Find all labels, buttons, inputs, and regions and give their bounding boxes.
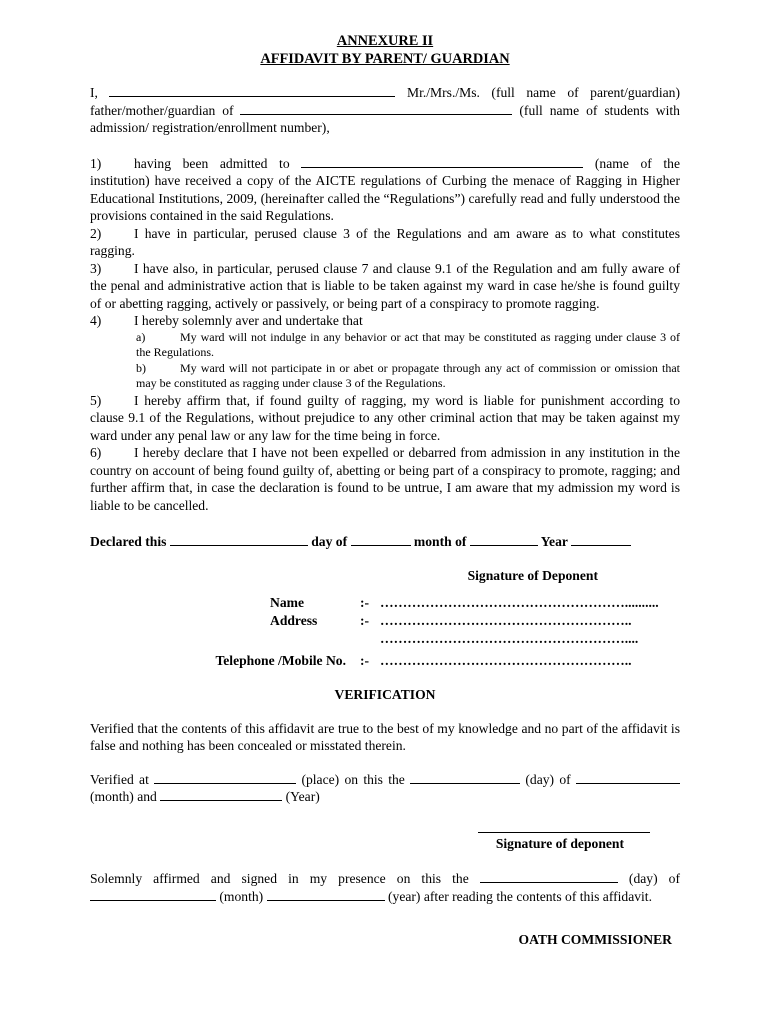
clause-number: 6) — [90, 445, 102, 460]
phone-label: Telephone /Mobile No. — [215, 653, 346, 668]
verified-year-label: (Year) — [285, 789, 320, 804]
declared-month-blank[interactable] — [351, 533, 411, 546]
verified-day-blank[interactable] — [410, 771, 520, 784]
clause-text: I hereby solemnly aver and undertake that — [134, 313, 363, 328]
signature-of-deponent-label: Signature of Deponent — [467, 567, 598, 583]
declared-year-label: Year — [540, 534, 568, 549]
verified-month-blank[interactable] — [576, 771, 680, 784]
clause-text: I have also, in particular, perused clause 7 and clause 9.1 of the Regulation and am fully aware of the penal and administrative action that is liable to be taken against my ward in case he/she is found guilty of or abetting ragging, actively or passively, or being part of a conspiracy to promote ragging. — [90, 260, 680, 311]
solemn-affirmation — [90, 870, 680, 905]
subclause-text: My ward will not indulge in any behavior or act that may be constituted as ragging under clause 3 of the Regulations. — [136, 329, 680, 359]
verification-heading: VERIFICATION — [334, 687, 436, 702]
subclause-number: b) — [136, 360, 146, 375]
address-label: Address — [270, 613, 318, 628]
clause-5 — [90, 392, 680, 445]
subclause-number: a) — [136, 329, 146, 344]
declared-day-label: day of — [311, 534, 348, 549]
affidavit-title: AFFIDAVIT BY PARENT/ GUARDIAN — [260, 51, 510, 67]
intro-after-name: Mr./Mrs./Ms. (full name of parent/guardian) father/mother/guardian of — [90, 85, 680, 118]
name-label: Name — [270, 595, 304, 610]
clause-1-post: (name of the institution) have received a copy of the AICTE regulations of Curbing the menace of Ragging in Higher Educational Institutions, 2009, (hereinafter called the “Regulations”) carefully read and fully understood the provisions contained in the said Regulations. — [90, 155, 681, 223]
name-field[interactable]: ……………………………………………….......... — [380, 595, 659, 610]
intro-prefix: I, — [90, 85, 98, 100]
address-field-line-2[interactable]: ……………………………………………….... — [380, 631, 639, 646]
clause-number: 1) — [90, 155, 102, 171]
solemn-year-after: (year) after reading the contents of this affidavit. — [388, 888, 652, 904]
declaration-line — [90, 533, 680, 551]
name-row — [90, 594, 680, 612]
clause-number: 4) — [90, 313, 102, 328]
intro-after-student: (full name of students with admission/ registration/enrollment number), — [90, 102, 680, 135]
declared-day-blank[interactable] — [170, 533, 308, 546]
clause-6 — [90, 444, 680, 514]
verified-place-label: (place) on this the — [301, 771, 405, 787]
deponent-signature-line[interactable] — [478, 820, 650, 833]
subclause-b — [90, 361, 680, 392]
address-field-line-1[interactable]: ……………………………………………….. — [380, 613, 632, 628]
clause-text: I have in particular, perused clause 3 of the Regulations and am aware as to what constitutes ragging. — [90, 225, 680, 258]
solemn-year-blank[interactable] — [267, 888, 385, 901]
empty-label — [90, 630, 360, 648]
deponent-details — [90, 594, 680, 670]
declared-year-value-blank[interactable] — [571, 533, 631, 546]
intro-paragraph — [90, 84, 680, 137]
parent-name-blank[interactable] — [109, 84, 395, 97]
clause-1-pre: having been admitted to — [134, 155, 290, 171]
solemn-month-label: (month) — [219, 888, 264, 904]
separator: :- — [360, 595, 370, 610]
subclause-a — [90, 330, 680, 361]
subclause-text: My ward will not participate in or abet or propagate through any act of commission or omission that may be constituted as ragging under clause 3 of the Regulations. — [136, 360, 680, 390]
phone-row — [90, 652, 680, 670]
clauses-list — [90, 155, 680, 515]
clause-2 — [90, 225, 680, 260]
solemn-prefix: Solemnly affirmed and signed in my presence on this the — [90, 871, 469, 886]
verified-place-blank[interactable] — [154, 771, 296, 784]
verified-at-line — [90, 771, 680, 806]
affidavit-page — [90, 32, 680, 949]
clause-4 — [90, 312, 680, 330]
address-row-2 — [90, 630, 680, 648]
verified-at-label: Verified at — [90, 771, 149, 787]
address-row — [90, 612, 680, 630]
verification-statement: Verified that the contents of this affidavit are true to the best of my knowledge and no part of the affidavit is false and nothing has been concealed or misstated therein. — [90, 720, 680, 753]
separator: :- — [360, 613, 370, 628]
verified-month-label: (month) and — [90, 789, 157, 804]
clause-1 — [90, 155, 680, 225]
verified-day-label: (day) of — [525, 771, 571, 787]
solemn-day-label: (day) of — [628, 871, 680, 886]
clause-text: I hereby declare that I have not been expelled or debarred from admission in any institution in the country on account of being found guilty of, abetting or being part of a conspiracy to promote, ragging; and further affirm that, in case the declaration is found to be untrue, I am aware that my admission my word is liable to be cancelled. — [90, 445, 680, 513]
solemn-day-blank[interactable] — [480, 870, 618, 883]
institution-name-blank[interactable] — [301, 155, 583, 168]
solemn-month-blank[interactable] — [90, 888, 216, 901]
declared-prefix: Declared this — [90, 534, 167, 549]
phone-field[interactable]: ……………………………………………….. — [380, 653, 632, 668]
separator-blank — [360, 630, 380, 648]
annexure-heading: ANNEXURE II — [336, 33, 434, 49]
clause-text: I hereby affirm that, if found guilty of ragging, my word is liable for punishment according to clause 9.1 of the Regulations, without prejudice to any other criminal action that may be taken against my ward under any penal law or any law for the time being in force. — [90, 392, 680, 443]
clause-3 — [90, 260, 680, 313]
signature-of-deponent-verification: Signature of deponent — [495, 835, 624, 851]
clause-number: 2) — [90, 225, 102, 241]
declared-month-label: month of — [413, 534, 467, 549]
verified-year-blank[interactable] — [160, 788, 282, 801]
student-name-blank[interactable] — [240, 102, 512, 115]
clause-number: 5) — [90, 392, 102, 408]
declared-year-blank[interactable] — [470, 533, 538, 546]
separator: :- — [360, 653, 370, 668]
oath-commissioner-label: OATH COMMISSIONER — [518, 932, 672, 947]
clause-number: 3) — [90, 260, 102, 276]
